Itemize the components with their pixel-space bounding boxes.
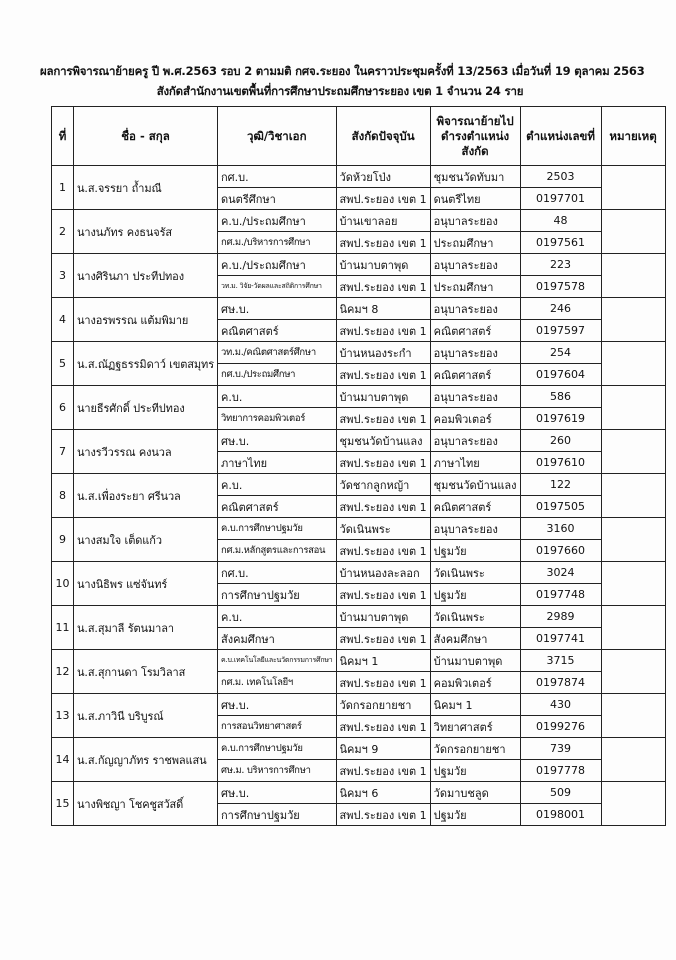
transfer-subject: ปฐมวัย bbox=[430, 804, 520, 826]
transfer-school: อนุบาลระยอง bbox=[430, 430, 520, 452]
current-school: วัดชากลูกหญ้า bbox=[336, 474, 430, 496]
table-row bbox=[52, 606, 666, 628]
document-subtitle: สังกัดสำนักงานเขตพื้นที่การศึกษาประถมศึกษาระยอง เขต 1 จำนวน 24 ราย bbox=[156, 84, 524, 98]
transfer-school: ชุมชนวัดบ้านแลง bbox=[430, 474, 520, 496]
position-number: 3160 bbox=[520, 518, 601, 540]
transfer-subject: สังคมศึกษา bbox=[430, 628, 520, 650]
current-school: บ้านเขาลอย bbox=[336, 210, 430, 232]
table-row bbox=[52, 430, 666, 452]
col-header-name: ชื่อ - สกุล bbox=[74, 107, 218, 166]
position-code: 0197578 bbox=[520, 276, 601, 298]
current-school: บ้านมาบตาพุด bbox=[336, 606, 430, 628]
position-number: 3715 bbox=[520, 650, 601, 672]
degree-primary: ศษ.บ. bbox=[218, 430, 337, 452]
position-number: 509 bbox=[520, 782, 601, 804]
degree-secondary: ศษ.ม. บริหารการศึกษา bbox=[218, 760, 337, 782]
teacher-name: น.ส.กัญญาภัทร ราชพลแสน bbox=[74, 738, 218, 782]
degree-primary: ศษ.บ. bbox=[218, 694, 337, 716]
teacher-name: นางนภัทร คงธนจรัส bbox=[74, 210, 218, 254]
row-number: 13 bbox=[52, 694, 74, 738]
degree-secondary: สังคมศึกษา bbox=[218, 628, 337, 650]
row-number: 8 bbox=[52, 474, 74, 518]
teacher-name: นางพิชญา โชคชูสวัสดิ์ bbox=[74, 782, 218, 826]
teacher-name: น.ส.สุกานดา โรมวิลาส bbox=[74, 650, 218, 694]
current-school: บ้านมาบตาพุด bbox=[336, 254, 430, 276]
col-header-transfer-to: พิจารณาย้ายไปดำรงตำแหน่งสังกัด bbox=[430, 107, 520, 166]
current-school: บ้านหนองละลอก bbox=[336, 562, 430, 584]
col-header-remark: หมายเหตุ bbox=[601, 107, 665, 166]
table-row bbox=[52, 254, 666, 276]
row-number: 10 bbox=[52, 562, 74, 606]
row-number: 14 bbox=[52, 738, 74, 782]
col-header-no: ที่ bbox=[52, 107, 74, 166]
degree-secondary: กศ.บ./ประถมศึกษา bbox=[218, 364, 337, 386]
degree-primary: ค.บ./ประถมศึกษา bbox=[218, 254, 337, 276]
current-school: บ้านหนองระกำ bbox=[336, 342, 430, 364]
transfer-school: วัดมาบชลูด bbox=[430, 782, 520, 804]
current-office: สพป.ระยอง เขต 1 bbox=[336, 496, 430, 518]
position-code: 0198001 bbox=[520, 804, 601, 826]
row-number: 3 bbox=[52, 254, 74, 298]
row-number: 11 bbox=[52, 606, 74, 650]
transfer-subject: ปฐมวัย bbox=[430, 540, 520, 562]
current-office: สพป.ระยอง เขต 1 bbox=[336, 188, 430, 210]
teacher-name: นางอรพรรณ แต้มพิมาย bbox=[74, 298, 218, 342]
table-row bbox=[52, 694, 666, 716]
current-office: สพป.ระยอง เขต 1 bbox=[336, 584, 430, 606]
transfer-school: วัดเนินพระ bbox=[430, 606, 520, 628]
degree-primary: ค.บ. bbox=[218, 386, 337, 408]
remark bbox=[601, 210, 665, 254]
degree-primary: กศ.บ. bbox=[218, 562, 337, 584]
remark bbox=[601, 606, 665, 650]
position-number: 254 bbox=[520, 342, 601, 364]
position-number: 122 bbox=[520, 474, 601, 496]
table-row bbox=[52, 342, 666, 364]
transfer-school: บ้านมาบตาพุด bbox=[430, 650, 520, 672]
remark bbox=[601, 254, 665, 298]
degree-primary: ค.บ.การศึกษาปฐมวัย bbox=[218, 738, 337, 760]
degree-secondary: การสอนวิทยาศาสตร์ bbox=[218, 716, 337, 738]
transfer-school: อนุบาลระยอง bbox=[430, 254, 520, 276]
current-office: สพป.ระยอง เขต 1 bbox=[336, 628, 430, 650]
degree-secondary: ภาษาไทย bbox=[218, 452, 337, 474]
position-number: 739 bbox=[520, 738, 601, 760]
teacher-name: น.ส.สุมาลี รัตนมาลา bbox=[74, 606, 218, 650]
col-header-position-no: ตำแหน่งเลขที่ bbox=[520, 107, 601, 166]
degree-secondary: การศึกษาปฐมวัย bbox=[218, 804, 337, 826]
degree-primary: ค.บ.การศึกษาปฐมวัย bbox=[218, 518, 337, 540]
current-office: สพป.ระยอง เขต 1 bbox=[336, 320, 430, 342]
transfer-subject: คอมพิวเตอร์ bbox=[430, 672, 520, 694]
transfer-subject: ประถมศึกษา bbox=[430, 276, 520, 298]
position-number: 2989 bbox=[520, 606, 601, 628]
row-number: 12 bbox=[52, 650, 74, 694]
transfer-school: อนุบาลระยอง bbox=[430, 342, 520, 364]
current-office: สพป.ระยอง เขต 1 bbox=[336, 760, 430, 782]
current-office: สพป.ระยอง เขต 1 bbox=[336, 540, 430, 562]
teacher-name: นายธีรศักดิ์ ประทีปทอง bbox=[74, 386, 218, 430]
transfer-school: นิคมฯ 1 bbox=[430, 694, 520, 716]
position-code: 0197561 bbox=[520, 232, 601, 254]
position-number: 246 bbox=[520, 298, 601, 320]
teacher-name: นางสมใจ เต็ดแก้ว bbox=[74, 518, 218, 562]
table-row bbox=[52, 298, 666, 320]
remark bbox=[601, 430, 665, 474]
transfer-school: วัดกรอกยายชา bbox=[430, 738, 520, 760]
remark bbox=[601, 342, 665, 386]
table-row bbox=[52, 210, 666, 232]
table-row bbox=[52, 738, 666, 760]
current-office: สพป.ระยอง เขต 1 bbox=[336, 804, 430, 826]
transfer-school: อนุบาลระยอง bbox=[430, 298, 520, 320]
current-office: สพป.ระยอง เขต 1 bbox=[336, 364, 430, 386]
table-row bbox=[52, 562, 666, 584]
remark bbox=[601, 562, 665, 606]
teacher-name: นางรวีวรรณ คงนวล bbox=[74, 430, 218, 474]
transfer-subject: คณิตศาสตร์ bbox=[430, 496, 520, 518]
transfer-school: อนุบาลระยอง bbox=[430, 210, 520, 232]
degree-primary: วท.ม./คณิตศาสตร์ศึกษา bbox=[218, 342, 337, 364]
position-number: 260 bbox=[520, 430, 601, 452]
degree-primary: ค.บ. bbox=[218, 474, 337, 496]
degree-primary: ศษ.บ. bbox=[218, 782, 337, 804]
remark bbox=[601, 166, 665, 210]
transfer-school: วัดเนินพระ bbox=[430, 562, 520, 584]
position-number: 223 bbox=[520, 254, 601, 276]
col-header-degree: วุฒิ/วิชาเอก bbox=[218, 107, 337, 166]
current-school: นิคมฯ 1 bbox=[336, 650, 430, 672]
position-number: 2503 bbox=[520, 166, 601, 188]
table-row bbox=[52, 166, 666, 188]
current-office: สพป.ระยอง เขต 1 bbox=[336, 276, 430, 298]
degree-secondary: วท.ม. วิจัย-วัดผลและสถิติการศึกษา bbox=[218, 276, 337, 298]
transfer-subject: ปฐมวัย bbox=[430, 760, 520, 782]
remark bbox=[601, 738, 665, 782]
position-code: 0197619 bbox=[520, 408, 601, 430]
position-code: 0199276 bbox=[520, 716, 601, 738]
current-school: ชุมชนวัดบ้านแลง bbox=[336, 430, 430, 452]
col-header-current: สังกัดปัจจุบัน bbox=[336, 107, 430, 166]
remark bbox=[601, 694, 665, 738]
row-number: 7 bbox=[52, 430, 74, 474]
remark bbox=[601, 298, 665, 342]
degree-primary: กศ.บ. bbox=[218, 166, 337, 188]
current-school: วัดเนินพระ bbox=[336, 518, 430, 540]
degree-secondary: กศ.ม. เทคโนโลยีฯ bbox=[218, 672, 337, 694]
position-code: 0197701 bbox=[520, 188, 601, 210]
row-number: 9 bbox=[52, 518, 74, 562]
table-header-row bbox=[52, 107, 666, 166]
current-school: บ้านมาบตาพุด bbox=[336, 386, 430, 408]
transfer-subject: ภาษาไทย bbox=[430, 452, 520, 474]
degree-primary: ค.บ./ประถมศึกษา bbox=[218, 210, 337, 232]
row-number: 15 bbox=[52, 782, 74, 826]
position-number: 3024 bbox=[520, 562, 601, 584]
position-code: 0197741 bbox=[520, 628, 601, 650]
degree-secondary: คณิตศาสตร์ bbox=[218, 496, 337, 518]
transfer-subject: คณิตศาสตร์ bbox=[430, 320, 520, 342]
position-code: 0197604 bbox=[520, 364, 601, 386]
position-code: 0197874 bbox=[520, 672, 601, 694]
current-school: นิคมฯ 8 bbox=[336, 298, 430, 320]
transfer-table bbox=[51, 106, 666, 826]
current-office: สพป.ระยอง เขต 1 bbox=[336, 672, 430, 694]
table-row bbox=[52, 650, 666, 672]
table-row bbox=[52, 386, 666, 408]
teacher-name: นางนิธิพร แซ่จันทร์ bbox=[74, 562, 218, 606]
teacher-name: น.ส.จรรยา ถ้ำมณี bbox=[74, 166, 218, 210]
degree-secondary: คณิตศาสตร์ bbox=[218, 320, 337, 342]
position-number: 48 bbox=[520, 210, 601, 232]
transfer-school: ชุมชนวัดทับมา bbox=[430, 166, 520, 188]
degree-primary: ค.บ. bbox=[218, 606, 337, 628]
position-number: 430 bbox=[520, 694, 601, 716]
teacher-name: น.ส.เพื่องระยา ศรีนวล bbox=[74, 474, 218, 518]
degree-secondary: การศึกษาปฐมวัย bbox=[218, 584, 337, 606]
row-number: 4 bbox=[52, 298, 74, 342]
degree-secondary: วิทยาการคอมพิวเตอร์ bbox=[218, 408, 337, 430]
table-row bbox=[52, 782, 666, 804]
current-office: สพป.ระยอง เขต 1 bbox=[336, 232, 430, 254]
position-code: 0197610 bbox=[520, 452, 601, 474]
remark bbox=[601, 650, 665, 694]
current-school: นิคมฯ 9 bbox=[336, 738, 430, 760]
current-school: วัดห้วยโป่ง bbox=[336, 166, 430, 188]
current-office: สพป.ระยอง เขต 1 bbox=[336, 716, 430, 738]
degree-secondary: ดนตรีศึกษา bbox=[218, 188, 337, 210]
document-title: ผลการพิจารณาย้ายครู ปี พ.ศ.2563 รอบ 2 ตามมติ กศจ.ระยอง ในคราวประชุมครั้งที่ 13/2563 เมื่อวันที่ 19 ตุลาคม 2563 bbox=[40, 64, 645, 78]
position-code: 0197505 bbox=[520, 496, 601, 518]
degree-primary: ศษ.บ. bbox=[218, 298, 337, 320]
transfer-subject: วิทยาศาสตร์ bbox=[430, 716, 520, 738]
position-number: 586 bbox=[520, 386, 601, 408]
degree-secondary: กศ.ม.หลักสูตรและการสอน bbox=[218, 540, 337, 562]
teacher-name: นางศิรินภา ประทีปทอง bbox=[74, 254, 218, 298]
degree-primary: ค.บ.เทคโนโลยีและนวัตกรรมการศึกษา bbox=[218, 650, 337, 672]
remark bbox=[601, 518, 665, 562]
remark bbox=[601, 782, 665, 826]
row-number: 1 bbox=[52, 166, 74, 210]
remark bbox=[601, 474, 665, 518]
row-number: 6 bbox=[52, 386, 74, 430]
current-office: สพป.ระยอง เขต 1 bbox=[336, 408, 430, 430]
position-code: 0197660 bbox=[520, 540, 601, 562]
degree-secondary: กศ.ม./บริหารการศึกษา bbox=[218, 232, 337, 254]
transfer-subject: ปฐมวัย bbox=[430, 584, 520, 606]
current-school: นิคมฯ 6 bbox=[336, 782, 430, 804]
transfer-subject: คณิตศาสตร์ bbox=[430, 364, 520, 386]
row-number: 5 bbox=[52, 342, 74, 386]
position-code: 0197748 bbox=[520, 584, 601, 606]
table-row bbox=[52, 474, 666, 496]
teacher-name: น.ส.ภาวินี บริบูรณ์ bbox=[74, 694, 218, 738]
current-school: วัดกรอกยายชา bbox=[336, 694, 430, 716]
position-code: 0197778 bbox=[520, 760, 601, 782]
transfer-school: อนุบาลระยอง bbox=[430, 386, 520, 408]
table-row bbox=[52, 518, 666, 540]
transfer-subject: คอมพิวเตอร์ bbox=[430, 408, 520, 430]
remark bbox=[601, 386, 665, 430]
teacher-name: น.ส.ณัฏฐธรรมิดาว์ เขตสมุทร bbox=[74, 342, 218, 386]
transfer-subject: ดนตรีไทย bbox=[430, 188, 520, 210]
transfer-school: อนุบาลระยอง bbox=[430, 518, 520, 540]
row-number: 2 bbox=[52, 210, 74, 254]
current-office: สพป.ระยอง เขต 1 bbox=[336, 452, 430, 474]
transfer-subject: ประถมศึกษา bbox=[430, 232, 520, 254]
position-code: 0197597 bbox=[520, 320, 601, 342]
